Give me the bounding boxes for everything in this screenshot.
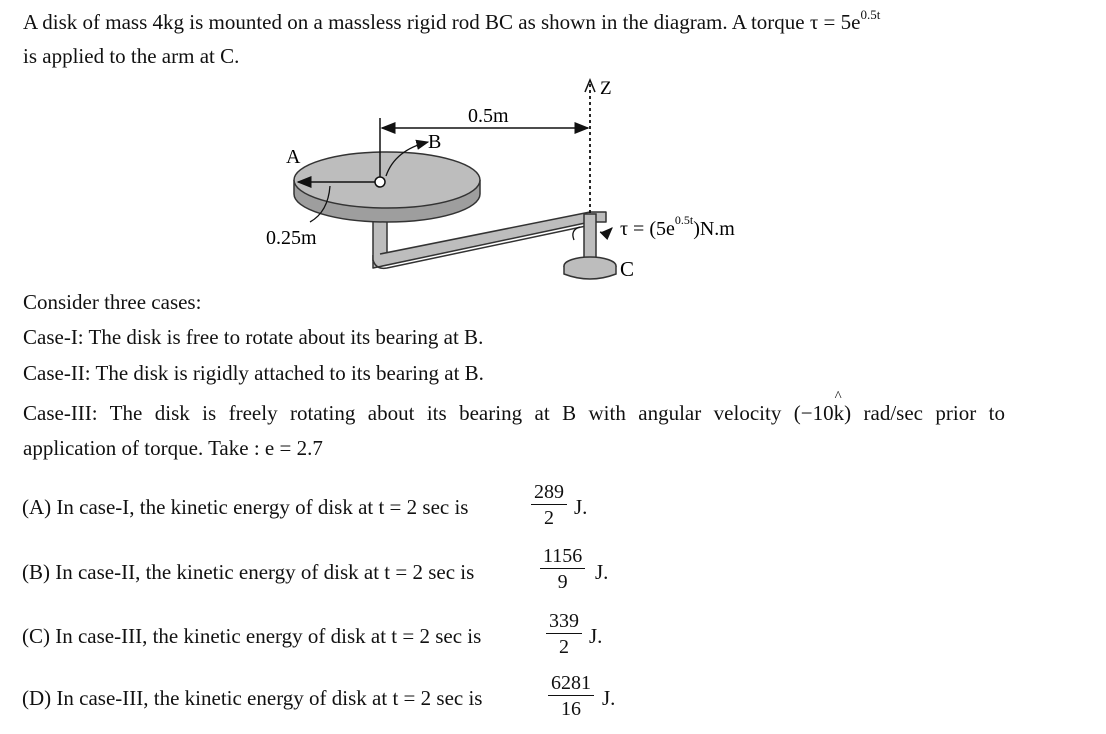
option-d-unit: J.	[602, 686, 616, 710]
option-c-unit: J.	[589, 624, 603, 648]
option-c: (C) In case-III, the kinetic energy of disk at t = 2 sec is	[22, 624, 482, 648]
label-length-rod: 0.5m	[468, 105, 509, 127]
option-a: (A) In case-I, the kinetic energy of disk at t = 2 sec is	[22, 495, 469, 519]
label-z: Z	[600, 78, 612, 99]
option-a-numerator: 289	[531, 480, 567, 505]
label-a: A	[286, 146, 301, 168]
option-b-numerator: 1156	[540, 544, 585, 569]
case-3-part2: ) rad/sec prior to	[844, 401, 1005, 425]
option-c-fraction	[546, 609, 582, 660]
label-radius: 0.25m	[266, 227, 317, 249]
label-b: B	[428, 131, 442, 153]
case-1: Case-I: The disk is free to rotate about its bearing at B.	[23, 325, 484, 349]
label-c: C	[620, 257, 635, 281]
question-intro-text: A disk of mass 4kg is mounted on a massless rigid rod BC as shown in the diagram. A torque τ = 5e	[23, 10, 861, 34]
k-hat	[833, 389, 845, 426]
option-b-unit: J.	[595, 560, 609, 584]
case-3-line1	[23, 389, 1005, 426]
option-a-denominator: 2	[544, 507, 554, 529]
option-a-fraction	[531, 480, 567, 531]
option-c-numerator: 339	[546, 609, 582, 634]
case-3-part1: Case-III: The disk is freely rotating about its bearing at B with angular velocity (−10	[23, 401, 834, 425]
option-d-numerator: 6281	[548, 671, 594, 696]
option-d: (D) In case-III, the kinetic energy of disk at t = 2 sec is	[22, 686, 483, 710]
cases-heading: Consider three cases:	[23, 290, 202, 314]
option-d-fraction	[548, 671, 594, 722]
hat-symbol: ^	[834, 389, 842, 405]
option-b-denominator: 9	[557, 571, 568, 593]
option-b: (B) In case-II, the kinetic energy of disk at t = 2 sec is	[22, 560, 475, 584]
torque-exp: 0.5t	[674, 213, 694, 227]
bearing-b	[375, 177, 385, 187]
case-2: Case-II: The disk is rigidly attached to its bearing at B.	[23, 361, 484, 385]
question-intro-line2: is applied to the arm at C.	[23, 44, 240, 68]
label-torque	[620, 213, 735, 240]
option-a-unit: J.	[574, 495, 588, 519]
option-d-denominator: 16	[561, 698, 581, 720]
torque-suffix: )N.m	[693, 218, 735, 240]
torque-exponent: 0.5t	[860, 7, 881, 22]
torque-prefix: τ = (5e	[620, 218, 675, 240]
option-b-fraction	[540, 544, 585, 595]
disk	[294, 152, 480, 208]
option-c-denominator: 2	[559, 636, 569, 658]
case-3-line2: application of torque. Take : e = 2.7	[23, 436, 323, 460]
k-symbol: k	[833, 401, 845, 425]
